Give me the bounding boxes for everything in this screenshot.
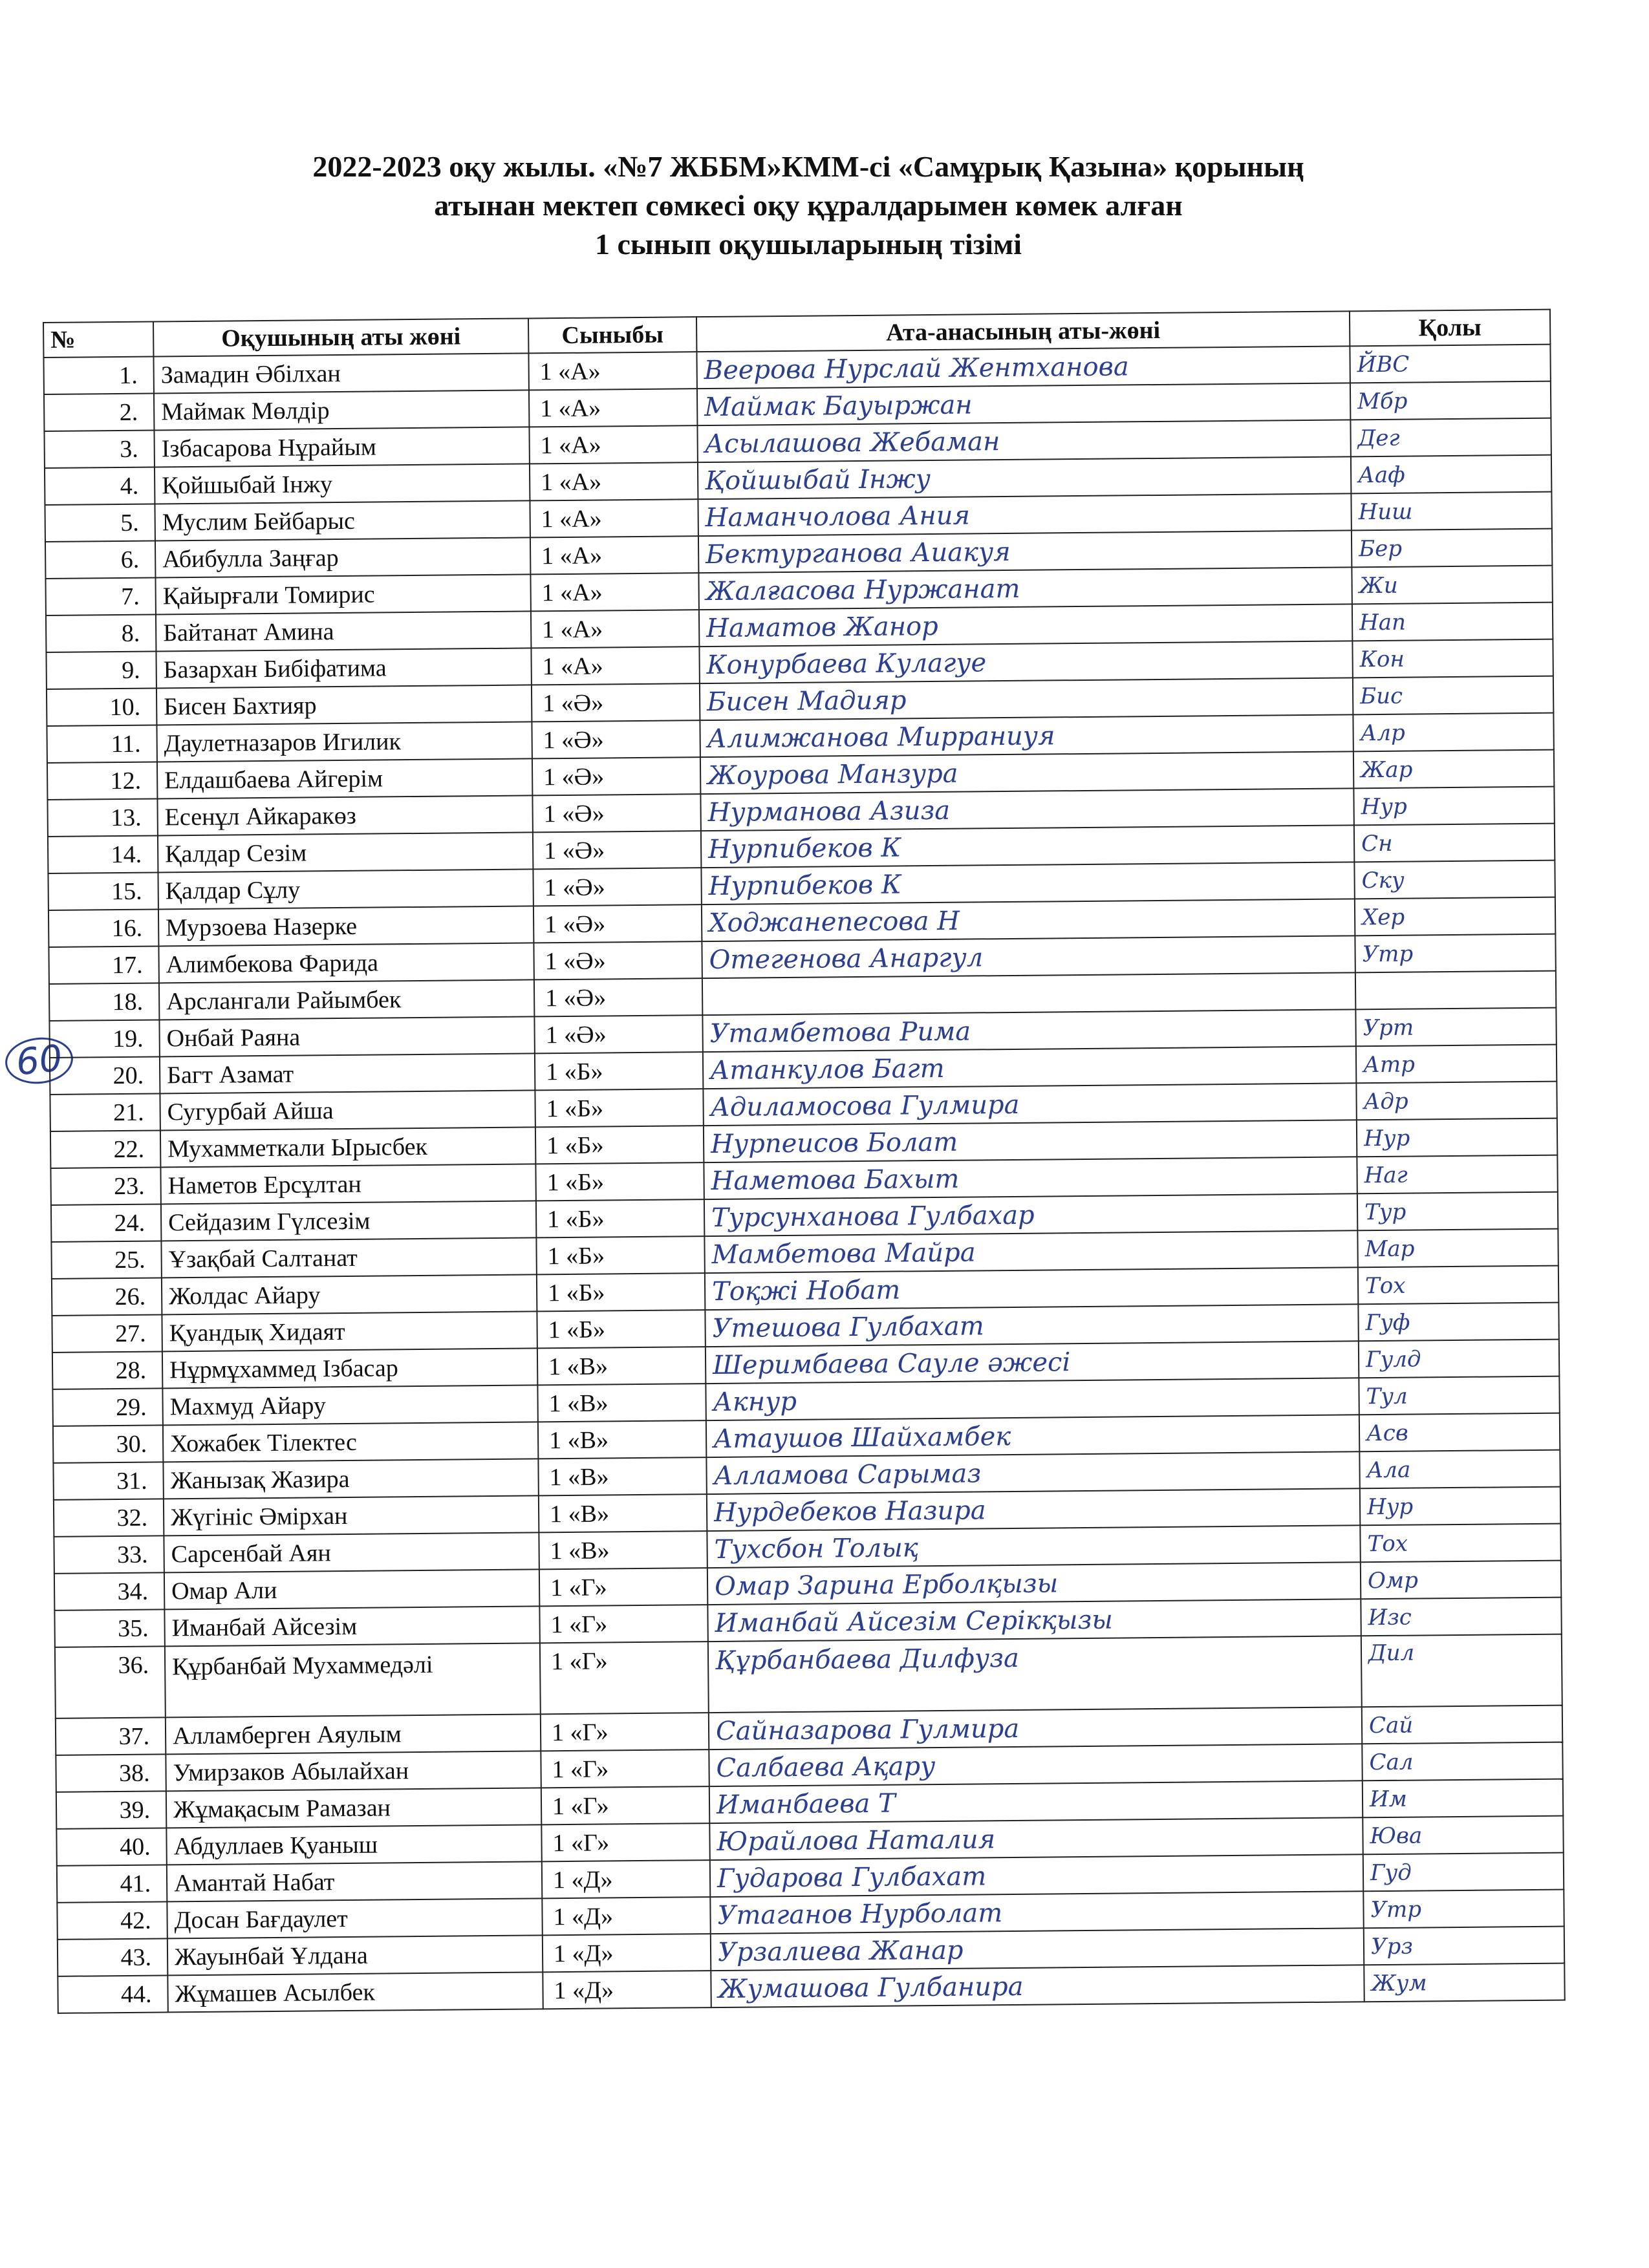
row-number: 21. xyxy=(50,1093,160,1131)
signature: Ску xyxy=(1354,861,1555,899)
parent-name: Алимжанова Мирраниуя xyxy=(700,714,1353,757)
student-name: Жұмақасым Рамазан xyxy=(166,1788,541,1828)
signature: Гулд xyxy=(1359,1340,1559,1378)
parent-name: Мамбетова Майра xyxy=(704,1230,1357,1273)
class-name: 1 «Ә» xyxy=(534,941,702,979)
student-name: Жүгініс Әмірхан xyxy=(164,1495,539,1535)
parent-name: Ходжанепесова Н xyxy=(702,899,1355,941)
student-name: Құрбанбай Мухаммедәлі xyxy=(165,1643,541,1717)
parent-name: Иманбаева Т xyxy=(709,1781,1363,1823)
student-list-sheet xyxy=(43,309,1564,2014)
class-name: 1 «Д» xyxy=(543,1934,711,1972)
parent-name: Отегенова Анаргул xyxy=(702,936,1355,978)
student-name: Досан Бағдаулет xyxy=(167,1898,542,1938)
parent-name: Алламова Сарымаз xyxy=(706,1451,1359,1494)
parent-name: Нурпеисов Болат xyxy=(704,1120,1357,1162)
student-name: Маймак Мөлдір xyxy=(154,390,529,430)
student-name: Сейдазим Гүлсезім xyxy=(161,1201,536,1241)
signature: Сн xyxy=(1354,824,1555,862)
class-name: 1 «Б» xyxy=(536,1199,704,1237)
student-name: Иманбай Айсезім xyxy=(164,1606,539,1646)
row-number: 25. xyxy=(51,1241,161,1278)
row-number: 37. xyxy=(56,1717,166,1755)
class-name: 1 «А» xyxy=(531,647,699,685)
signature: Дег xyxy=(1350,418,1551,457)
title-line-1: 2022-2023 оқу жылы. «№7 ЖББМ»КММ-сі «Самұрық Қазына» қорының xyxy=(312,150,1304,183)
student-name: Елдашбаева Айгерім xyxy=(157,758,532,798)
student-name: Ізбасарова Нұрайым xyxy=(154,427,529,467)
class-name: 1 «А» xyxy=(530,536,698,574)
parent-name: Утамбетова Рима xyxy=(702,1009,1355,1052)
class-name: 1 «Г» xyxy=(539,1568,707,1606)
parent-name xyxy=(702,972,1355,1015)
row-number: 23. xyxy=(50,1167,160,1204)
row-number: 7. xyxy=(45,577,155,615)
signature: Бер xyxy=(1352,529,1552,568)
class-name: 1 «Ә» xyxy=(532,794,700,832)
student-name: Қалдар Сезім xyxy=(158,832,533,872)
parent-name: Атаушов Шайхамбек xyxy=(706,1415,1359,1457)
signature: Жи xyxy=(1352,566,1552,604)
signature: Им xyxy=(1363,1779,1563,1818)
parent-name: Тоқжі Нобат xyxy=(705,1267,1358,1310)
parent-name: Омар Зарина Ерболқызы xyxy=(707,1562,1361,1605)
row-number: 17. xyxy=(48,946,158,983)
parent-name: Жалғасова Нуржанат xyxy=(698,567,1352,610)
class-name: 1 «Г» xyxy=(539,1605,707,1643)
header-parent: Ата-анасының аты-жөні xyxy=(696,311,1350,352)
row-number: 34. xyxy=(54,1572,164,1610)
student-name: Жұмашев Асылбек xyxy=(167,1972,543,2012)
parent-name: Гударова Гулбахат xyxy=(710,1854,1363,1897)
class-name: 1 «Ә» xyxy=(533,868,701,906)
parent-name: Нурдебеков Назира xyxy=(707,1488,1360,1531)
class-name: 1 «Г» xyxy=(540,1642,709,1714)
student-name: Замадин Әбілхан xyxy=(153,353,528,393)
row-number: 32. xyxy=(54,1499,164,1536)
class-name: 1 «А» xyxy=(528,352,696,390)
class-name: 1 «В» xyxy=(537,1347,706,1385)
student-name: Жанызақ Жазира xyxy=(163,1459,538,1499)
class-name: 1 «Ә» xyxy=(532,720,700,758)
student-name: Махмуд Айару xyxy=(162,1385,537,1425)
class-name: 1 «Б» xyxy=(535,1126,704,1164)
document-title xyxy=(194,147,1423,264)
row-number: 20. xyxy=(50,1056,160,1094)
parent-name: Утешова Гулбахат xyxy=(705,1304,1358,1347)
signature: Нур xyxy=(1357,1118,1557,1157)
parent-name: Атанкулов Багт xyxy=(703,1046,1356,1089)
parent-name: Құрбанбаева Дилфуза xyxy=(708,1636,1362,1713)
row-number: 1. xyxy=(43,357,153,394)
class-name: 1 «В» xyxy=(539,1494,707,1532)
row-number: 27. xyxy=(52,1314,162,1352)
parent-name: Конурбаева Кулагуе xyxy=(699,641,1352,683)
row-number: 26. xyxy=(52,1278,162,1315)
row-number: 38. xyxy=(56,1754,166,1792)
row-number: 43. xyxy=(58,1938,167,1976)
table-body xyxy=(43,345,1564,2013)
class-name: 1 «Ә» xyxy=(532,683,700,722)
student-name: Мурзоева Назерке xyxy=(158,906,534,946)
signature: Хер xyxy=(1355,897,1555,936)
row-number: 39. xyxy=(56,1791,166,1828)
row-number: 8. xyxy=(46,614,156,652)
row-number: 11. xyxy=(47,725,156,762)
class-name: 1 «Ә» xyxy=(532,757,700,795)
parent-name: Тухсбон Толық xyxy=(707,1525,1360,1568)
signature: Сал xyxy=(1362,1742,1562,1781)
student-name: Сугурбай Айша xyxy=(160,1090,535,1130)
signature: Тул xyxy=(1359,1376,1559,1415)
row-number: 22. xyxy=(50,1130,160,1168)
parent-name: Юрайлова Наталия xyxy=(709,1817,1363,1860)
class-name: 1 «Г» xyxy=(541,1786,709,1824)
student-name: Онбай Раяна xyxy=(159,1016,534,1056)
signature: Гуф xyxy=(1358,1303,1558,1342)
parent-name: Шеримбаева Сауле әжесі xyxy=(706,1341,1359,1384)
row-number: 36. xyxy=(55,1646,166,1718)
student-name: Наметов Ерсұлтан xyxy=(160,1164,535,1204)
signature: Асв xyxy=(1359,1413,1560,1452)
parent-name: Бисен Мадияр xyxy=(700,678,1353,720)
student-name: Алламберген Аяулым xyxy=(166,1714,541,1754)
signature: Мар xyxy=(1357,1229,1558,1268)
class-name: 1 «В» xyxy=(537,1384,706,1422)
class-name: 1 «А» xyxy=(531,610,699,648)
student-name: Муслим Бейбарыс xyxy=(155,500,530,540)
signature: Тох xyxy=(1358,1266,1558,1305)
class-name: 1 «Г» xyxy=(541,1823,709,1861)
signature: Наг xyxy=(1357,1155,1557,1194)
student-name: Абибулла Заңғар xyxy=(155,537,530,577)
signature: Ааф xyxy=(1351,455,1551,494)
parent-name: Иманбай Айсезім Серікқызы xyxy=(707,1599,1361,1642)
parent-name: Нурпибеков К xyxy=(701,862,1354,904)
class-name: 1 «Д» xyxy=(543,1971,711,2009)
table-row xyxy=(55,1634,1562,1718)
signature: Дил xyxy=(1361,1634,1562,1707)
signature: Тох xyxy=(1360,1524,1560,1563)
signature: Утр xyxy=(1363,1890,1564,1929)
signature: Нап xyxy=(1352,603,1553,641)
signature: Адр xyxy=(1356,1082,1557,1120)
student-name: Хожабек Тілектес xyxy=(163,1422,538,1462)
student-name: Умирзаков Абылайхан xyxy=(166,1751,541,1791)
student-name: Байтанат Амина xyxy=(156,611,531,651)
class-name: 1 «Ә» xyxy=(534,1015,702,1053)
student-name: Нұрмұхаммед Ізбасар xyxy=(162,1348,537,1388)
parent-name: Сайназарова Гулмира xyxy=(709,1707,1362,1749)
signature: Нур xyxy=(1353,787,1554,826)
signature: Изс xyxy=(1361,1598,1561,1636)
class-name: 1 «Ә» xyxy=(534,978,702,1016)
class-name: 1 «А» xyxy=(529,389,697,427)
signature: Алр xyxy=(1353,713,1553,752)
student-name: Қайырғали Томирис xyxy=(155,574,530,614)
row-number: 12. xyxy=(47,762,157,799)
signature: Ала xyxy=(1359,1450,1560,1489)
row-number: 41. xyxy=(57,1865,167,1902)
parent-name: Веерова Нурслай Жентханова xyxy=(696,346,1350,389)
student-name: Қуандық Хидаят xyxy=(162,1311,537,1351)
class-name: 1 «Ә» xyxy=(534,904,702,943)
signature: Утр xyxy=(1355,934,1555,973)
class-name: 1 «Б» xyxy=(537,1273,705,1311)
row-number: 16. xyxy=(48,909,158,947)
class-name: 1 «А» xyxy=(529,425,697,464)
class-name: 1 «Д» xyxy=(542,1897,710,1935)
parent-name: Бектурганова Аиакуя xyxy=(698,530,1352,573)
student-name: Мухамметкали Ырысбек xyxy=(160,1127,535,1167)
student-name: Қойшыбай Інжу xyxy=(155,464,530,504)
class-name: 1 «Г» xyxy=(541,1749,709,1788)
row-number: 6. xyxy=(45,540,155,578)
signature: Жум xyxy=(1364,1963,1564,2002)
row-number: 18. xyxy=(49,983,159,1020)
title-line-2: атынан мектеп сөмкесі оқу құралдарымен көмек алған xyxy=(434,189,1183,222)
parent-name: Утаганов Нурболат xyxy=(710,1891,1363,1934)
student-name: Арслангали Райымбек xyxy=(159,979,534,1020)
class-name: 1 «А» xyxy=(530,462,698,500)
row-number: 14. xyxy=(48,835,158,873)
student-name: Амантай Набат xyxy=(167,1861,542,1901)
row-number: 24. xyxy=(51,1204,161,1241)
parent-name: Қойшыбай Інжу xyxy=(698,456,1351,499)
margin-note: 60 xyxy=(3,1034,76,1087)
signature: Атр xyxy=(1356,1045,1557,1084)
row-number: 33. xyxy=(54,1535,164,1573)
header-num: № xyxy=(43,322,153,358)
row-number: 5. xyxy=(45,504,155,541)
class-name: 1 «Ә» xyxy=(533,831,701,869)
parent-name: Салбаева Ақару xyxy=(709,1744,1362,1786)
parent-name: Маймак Бауыржан xyxy=(697,383,1350,425)
signature: Тур xyxy=(1357,1192,1558,1231)
row-number: 13. xyxy=(47,798,157,836)
row-number: 9. xyxy=(46,651,156,689)
class-name: 1 «Б» xyxy=(535,1162,704,1201)
row-number: 40. xyxy=(56,1828,166,1865)
student-name: Қалдар Сұлу xyxy=(158,869,533,909)
row-number: 31. xyxy=(53,1462,163,1499)
row-number: 30. xyxy=(53,1425,163,1462)
parent-name: Наметова Бахыт xyxy=(704,1157,1357,1199)
row-number: 19. xyxy=(49,1020,159,1057)
signature: Юва xyxy=(1363,1816,1563,1855)
parent-name: Турсунханова Гулбахар xyxy=(704,1193,1357,1236)
class-name: 1 «А» xyxy=(530,499,698,537)
signature: ЙВС xyxy=(1350,345,1550,383)
signature: Гуд xyxy=(1363,1853,1564,1892)
class-name: 1 «В» xyxy=(538,1457,706,1495)
row-number: 28. xyxy=(52,1351,162,1389)
signature xyxy=(1355,971,1556,1010)
parent-name: Жумашова Гулбанира xyxy=(711,1965,1364,2007)
row-number: 15. xyxy=(48,872,158,910)
student-name: Багт Азамат xyxy=(160,1053,535,1093)
class-name: 1 «Б» xyxy=(535,1052,703,1090)
student-name: Жауынбай Ұлдана xyxy=(167,1935,543,1975)
parent-name: Нурпибеков К xyxy=(701,825,1354,868)
student-name: Сарсенбай Аян xyxy=(164,1532,539,1572)
student-name: Алимбекова Фарида xyxy=(158,943,534,983)
row-number: 2. xyxy=(44,394,154,431)
student-name: Даулетназаров Игилик xyxy=(156,722,532,762)
signature: Нур xyxy=(1360,1487,1560,1526)
header-class: Сыныбы xyxy=(528,317,696,353)
student-name: Базархан Бибіфатима xyxy=(156,648,531,688)
signature: Жар xyxy=(1353,750,1554,789)
class-name: 1 «Б» xyxy=(537,1310,705,1348)
student-name: Абдуллаев Қуаныш xyxy=(166,1824,541,1865)
row-number: 4. xyxy=(45,467,155,504)
class-name: 1 «Д» xyxy=(542,1860,710,1898)
student-table xyxy=(43,309,1566,2014)
parent-name: Асылашова Жебаман xyxy=(697,420,1350,462)
parent-name: Жоурова Манзура xyxy=(700,751,1353,794)
class-name: 1 «Б» xyxy=(536,1236,704,1274)
parent-name: Адиламосова Гулмира xyxy=(703,1083,1356,1126)
signature: Ниш xyxy=(1351,492,1551,531)
signature: Омр xyxy=(1361,1561,1561,1599)
signature: Сай xyxy=(1362,1706,1562,1744)
row-number: 10. xyxy=(47,688,156,725)
parent-name: Нурманова Азиза xyxy=(700,788,1353,831)
header-name: Оқушының аты жөні xyxy=(153,318,528,356)
student-name: Омар Али xyxy=(164,1569,539,1609)
class-name: 1 «В» xyxy=(539,1531,707,1569)
class-name: 1 «А» xyxy=(530,573,698,611)
parent-name: Урзалиева Жанар xyxy=(711,1928,1364,1971)
student-name: Ұзақбай Салтанат xyxy=(161,1237,536,1278)
parent-name: Наманчолова Ания xyxy=(698,493,1351,536)
row-number: 42. xyxy=(57,1901,167,1939)
row-number: 29. xyxy=(52,1388,162,1426)
row-number: 44. xyxy=(58,1975,167,2013)
student-name: Бисен Бахтияр xyxy=(156,685,532,725)
row-number: 3. xyxy=(44,431,154,468)
signature: Бис xyxy=(1353,676,1553,715)
signature: Урз xyxy=(1364,1927,1564,1965)
student-name: Есенұл Айкаракөз xyxy=(157,795,532,835)
class-name: 1 «В» xyxy=(538,1420,706,1459)
signature: Урт xyxy=(1355,1008,1556,1047)
signature: Мбр xyxy=(1350,381,1551,420)
class-name: 1 «Г» xyxy=(541,1713,709,1751)
header-signature: Қолы xyxy=(1350,310,1550,347)
parent-name: Акнур xyxy=(706,1378,1359,1420)
student-name: Жолдас Айару xyxy=(162,1274,537,1314)
class-name: 1 «Б» xyxy=(535,1089,703,1127)
signature: Кон xyxy=(1352,639,1553,678)
row-number: 35. xyxy=(54,1609,164,1647)
title-line-3: 1 сынып оқушыларының тізімі xyxy=(595,228,1022,261)
parent-name: Наматов Жанор xyxy=(699,604,1352,647)
